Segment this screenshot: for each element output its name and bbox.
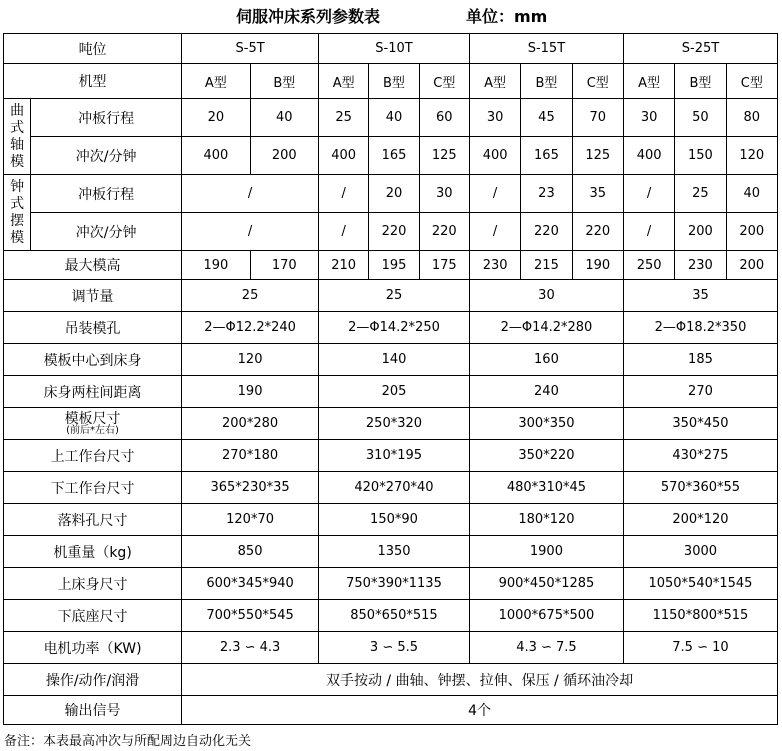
value-cell: / bbox=[319, 213, 369, 251]
title-bar bbox=[0, 4, 782, 28]
value-cell: 210 bbox=[319, 251, 369, 280]
spec-table bbox=[3, 33, 778, 725]
value-cell: 3 ∽ 5.5 bbox=[319, 632, 470, 664]
value-cell: 400 bbox=[182, 137, 250, 175]
table-title: 伺服冲床系列参数表 bbox=[236, 7, 381, 26]
value-cell: 125 bbox=[419, 137, 469, 175]
value-cell: 190 bbox=[182, 251, 250, 280]
value-cell: 250 bbox=[623, 251, 674, 280]
row-label: 机重量（kg) bbox=[4, 536, 182, 568]
swing-stroke-label: 冲板行程 bbox=[31, 175, 182, 213]
value-cell: 2.3 ∽ 4.3 bbox=[182, 632, 319, 664]
spec-row bbox=[4, 472, 778, 504]
value-cell: 165 bbox=[521, 137, 572, 175]
value-cell: 190 bbox=[572, 251, 623, 280]
footnote: 备注：本表最高冲次与所配周边自动化无关 bbox=[4, 734, 252, 749]
value-cell: 30 bbox=[419, 175, 469, 213]
value-cell: / bbox=[319, 175, 369, 213]
value-cell: 190 bbox=[182, 376, 319, 408]
value-cell: 200*280 bbox=[182, 408, 319, 440]
value-cell: / bbox=[469, 175, 520, 213]
value-cell: 2—Φ14.2*280 bbox=[469, 312, 623, 344]
value-cell: 215 bbox=[521, 251, 572, 280]
spec-row bbox=[4, 440, 778, 472]
value-cell: 850 bbox=[182, 536, 319, 568]
value-cell: / bbox=[182, 175, 319, 213]
crank-spm-row bbox=[4, 137, 778, 175]
value-cell: 420*270*40 bbox=[319, 472, 470, 504]
row-label-sub: (前后*左右) bbox=[66, 424, 119, 436]
output-label: 输出信号 bbox=[4, 696, 182, 725]
model-cell: A型 bbox=[319, 64, 369, 99]
value-cell: 900*450*1285 bbox=[469, 568, 623, 600]
value-cell: 25 bbox=[319, 99, 369, 137]
operation-row bbox=[4, 664, 778, 696]
spec-row bbox=[4, 344, 778, 376]
value-cell: 230 bbox=[675, 251, 726, 280]
value-cell: 400 bbox=[469, 137, 520, 175]
row-label bbox=[4, 408, 182, 440]
value-cell: 40 bbox=[369, 99, 419, 137]
max-die-row bbox=[4, 251, 778, 280]
value-cell: 20 bbox=[182, 99, 250, 137]
value-cell: 25 bbox=[319, 280, 470, 312]
crank-stroke-row bbox=[4, 99, 778, 137]
value-cell: 80 bbox=[726, 99, 777, 137]
value-cell: 480*310*45 bbox=[469, 472, 623, 504]
spec-row bbox=[4, 600, 778, 632]
value-cell: 1050*540*1545 bbox=[623, 568, 777, 600]
unit-label: 单位：mm bbox=[466, 7, 548, 26]
value-cell: 180*120 bbox=[469, 504, 623, 536]
value-cell: 60 bbox=[419, 99, 469, 137]
value-cell: / bbox=[182, 213, 319, 251]
spec-row bbox=[4, 568, 778, 600]
spec-row bbox=[4, 504, 778, 536]
crank-group-label: 曲式轴模 bbox=[4, 99, 31, 175]
value-cell: 1350 bbox=[319, 536, 470, 568]
value-cell: 200 bbox=[726, 251, 777, 280]
value-cell: 2—Φ12.2*240 bbox=[182, 312, 319, 344]
value-cell: 30 bbox=[623, 99, 674, 137]
tonnage-label: 吨位 bbox=[4, 34, 182, 64]
value-cell: 40 bbox=[250, 99, 318, 137]
value-cell: 120*70 bbox=[182, 504, 319, 536]
spec-row bbox=[4, 376, 778, 408]
value-cell: 220 bbox=[572, 213, 623, 251]
value-cell: 40 bbox=[726, 175, 777, 213]
tonnage-s25: S-25T bbox=[623, 34, 777, 64]
operation-value: 双手按动 / 曲轴、钟摆、拉伸、保压 / 循环油冷却 bbox=[182, 664, 778, 696]
value-cell: 200 bbox=[250, 137, 318, 175]
spec-row bbox=[4, 536, 778, 568]
value-cell: 70 bbox=[572, 99, 623, 137]
value-cell: 185 bbox=[623, 344, 777, 376]
value-cell: 4.3 ∽ 7.5 bbox=[469, 632, 623, 664]
value-cell: 200*120 bbox=[623, 504, 777, 536]
model-row bbox=[4, 64, 778, 99]
output-row bbox=[4, 696, 778, 725]
value-cell: 205 bbox=[319, 376, 470, 408]
spec-row bbox=[4, 280, 778, 312]
row-label: 下底座尺寸 bbox=[4, 600, 182, 632]
tonnage-row bbox=[4, 34, 778, 64]
model-cell: B型 bbox=[250, 64, 318, 99]
value-cell: 350*450 bbox=[623, 408, 777, 440]
value-cell: 23 bbox=[521, 175, 572, 213]
value-cell: 120 bbox=[726, 137, 777, 175]
value-cell: 35 bbox=[623, 280, 777, 312]
value-cell: 195 bbox=[369, 251, 419, 280]
output-value: 4个 bbox=[182, 696, 778, 725]
value-cell: 700*550*545 bbox=[182, 600, 319, 632]
value-cell: 7.5 ∽ 10 bbox=[623, 632, 777, 664]
value-cell: 150 bbox=[675, 137, 726, 175]
value-cell: 250*320 bbox=[319, 408, 470, 440]
value-cell: 25 bbox=[675, 175, 726, 213]
value-cell: 25 bbox=[182, 280, 319, 312]
value-cell: 270*180 bbox=[182, 440, 319, 472]
value-cell: 160 bbox=[469, 344, 623, 376]
row-label: 吊装模孔 bbox=[4, 312, 182, 344]
value-cell: / bbox=[623, 213, 674, 251]
row-label-main: 模板尺寸 bbox=[64, 410, 121, 427]
value-cell: 1900 bbox=[469, 536, 623, 568]
value-cell: 165 bbox=[369, 137, 419, 175]
value-cell: 200 bbox=[675, 213, 726, 251]
model-cell: A型 bbox=[182, 64, 250, 99]
value-cell: 1000*675*500 bbox=[469, 600, 623, 632]
value-cell: / bbox=[623, 175, 674, 213]
value-cell: 3000 bbox=[623, 536, 777, 568]
value-cell: 2—Φ14.2*250 bbox=[319, 312, 470, 344]
row-label: 上工作台尺寸 bbox=[4, 440, 182, 472]
value-cell: 140 bbox=[319, 344, 470, 376]
value-cell: 240 bbox=[469, 376, 623, 408]
operation-label: 操作/动作/润滑 bbox=[4, 664, 182, 696]
model-cell: B型 bbox=[521, 64, 572, 99]
value-cell: 30 bbox=[469, 280, 623, 312]
value-cell: 175 bbox=[419, 251, 469, 280]
model-cell: B型 bbox=[369, 64, 419, 99]
row-label: 落料孔尺寸 bbox=[4, 504, 182, 536]
crank-stroke-label: 冲板行程 bbox=[31, 99, 182, 137]
value-cell: 400 bbox=[319, 137, 369, 175]
crank-spm-label: 冲次/分钟 bbox=[31, 137, 182, 175]
tonnage-s10: S-10T bbox=[319, 34, 470, 64]
spec-row bbox=[4, 312, 778, 344]
value-cell: 45 bbox=[521, 99, 572, 137]
swing-stroke-row bbox=[4, 175, 778, 213]
model-cell: C型 bbox=[726, 64, 777, 99]
value-cell: 365*230*35 bbox=[182, 472, 319, 504]
value-cell: 300*350 bbox=[469, 408, 623, 440]
spec-row bbox=[4, 408, 778, 440]
value-cell: 200 bbox=[726, 213, 777, 251]
value-cell: 50 bbox=[675, 99, 726, 137]
model-cell: C型 bbox=[572, 64, 623, 99]
max-die-label: 最大模高 bbox=[4, 251, 182, 280]
row-label: 上床身尺寸 bbox=[4, 568, 182, 600]
value-cell: 120 bbox=[182, 344, 319, 376]
value-cell: 220 bbox=[521, 213, 572, 251]
value-cell: 170 bbox=[250, 251, 318, 280]
value-cell: 600*345*940 bbox=[182, 568, 319, 600]
value-cell: 220 bbox=[419, 213, 469, 251]
model-cell: A型 bbox=[469, 64, 520, 99]
value-cell: 20 bbox=[369, 175, 419, 213]
value-cell: 35 bbox=[572, 175, 623, 213]
tonnage-s5: S-5T bbox=[182, 34, 319, 64]
swing-spm-label: 冲次/分钟 bbox=[31, 213, 182, 251]
value-cell: 2—Φ18.2*350 bbox=[623, 312, 777, 344]
value-cell: 125 bbox=[572, 137, 623, 175]
value-cell: 150*90 bbox=[319, 504, 470, 536]
model-label: 机型 bbox=[4, 64, 182, 99]
value-cell: 30 bbox=[469, 99, 520, 137]
row-label: 床身两柱间距离 bbox=[4, 376, 182, 408]
model-cell: C型 bbox=[419, 64, 469, 99]
value-cell: 270 bbox=[623, 376, 777, 408]
spec-row bbox=[4, 632, 778, 664]
value-cell: 400 bbox=[623, 137, 674, 175]
value-cell: 850*650*515 bbox=[319, 600, 470, 632]
tonnage-s15: S-15T bbox=[469, 34, 623, 64]
row-label: 电机功率（KW) bbox=[4, 632, 182, 664]
value-cell: 750*390*1135 bbox=[319, 568, 470, 600]
value-cell: / bbox=[469, 213, 520, 251]
value-cell: 430*275 bbox=[623, 440, 777, 472]
value-cell: 310*195 bbox=[319, 440, 470, 472]
row-label: 下工作台尺寸 bbox=[4, 472, 182, 504]
value-cell: 350*220 bbox=[469, 440, 623, 472]
value-cell: 1150*800*515 bbox=[623, 600, 777, 632]
swing-spm-row bbox=[4, 213, 778, 251]
model-cell: A型 bbox=[623, 64, 674, 99]
value-cell: 570*360*55 bbox=[623, 472, 777, 504]
value-cell: 220 bbox=[369, 213, 419, 251]
row-label: 调节量 bbox=[4, 280, 182, 312]
row-label: 模板中心到床身 bbox=[4, 344, 182, 376]
swing-group-label: 钟式摆模 bbox=[4, 175, 31, 251]
value-cell: 230 bbox=[469, 251, 520, 280]
model-cell: B型 bbox=[675, 64, 726, 99]
